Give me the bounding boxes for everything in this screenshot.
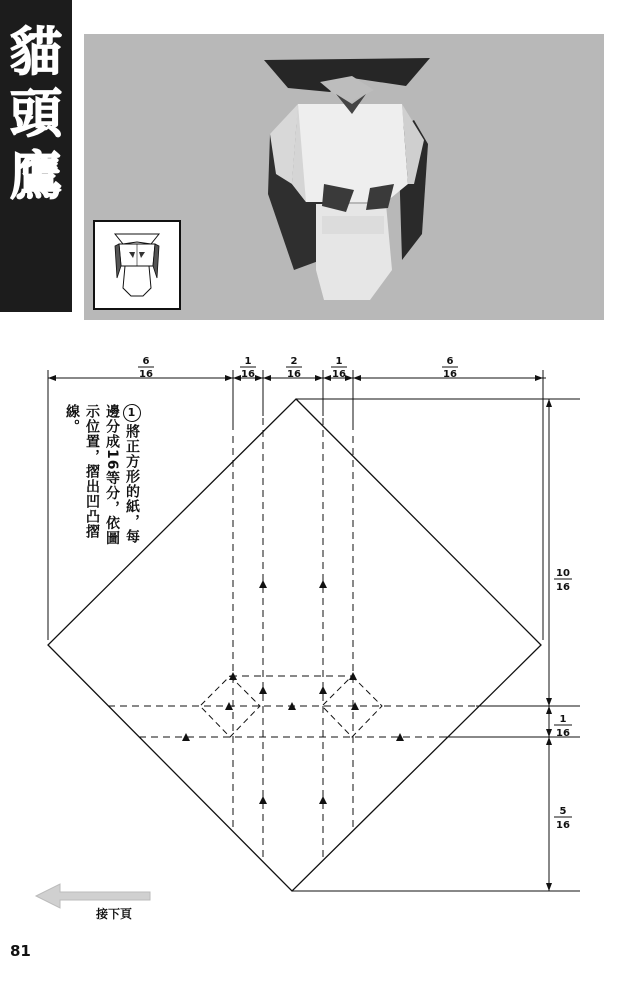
dim-top-3-den: 16	[287, 369, 301, 380]
dim-top-5-den: 16	[443, 369, 457, 380]
step-number: 1	[123, 404, 141, 422]
dim-top-1-den: 16	[139, 369, 153, 380]
title-vertical	[0, 22, 72, 208]
step-instruction	[62, 404, 142, 554]
title-bar	[0, 0, 72, 312]
dim-right-1-den: 16	[556, 582, 570, 593]
dim-right-3-den: 16	[556, 820, 570, 831]
dim-top-1-num: 6	[142, 356, 150, 367]
step-text: 將正方形的紙，每邊分成16等分，依圖示位置，摺出凹凸摺線。	[64, 404, 140, 546]
title-char-1: 貓	[9, 23, 62, 83]
dim-right-1-num: 10	[556, 568, 570, 579]
next-page-label[interactable]: 接下頁	[96, 907, 133, 921]
title-char-3: 鷹	[9, 147, 62, 207]
vertical-creases	[233, 406, 353, 860]
dim-top-4-den: 16	[332, 369, 346, 380]
dim-top-4-num: 1	[335, 356, 343, 367]
right-dimension-lines	[292, 399, 580, 891]
title-char-2: 頭	[9, 85, 62, 145]
owl-thumbnail	[93, 220, 181, 310]
owl-thumbnail-drawing	[95, 222, 179, 308]
dim-top-3-num: 2	[290, 356, 298, 367]
dim-top-5-num: 6	[446, 356, 454, 367]
fold-markers	[182, 580, 404, 804]
page-number: 81	[10, 942, 31, 960]
dim-right-3-num: 5	[559, 806, 567, 817]
dim-top-2-num: 1	[244, 356, 252, 367]
dim-top-2-den: 16	[241, 369, 255, 380]
dim-right-2-num: 1	[559, 714, 567, 725]
dim-right-2-den: 16	[556, 728, 570, 739]
